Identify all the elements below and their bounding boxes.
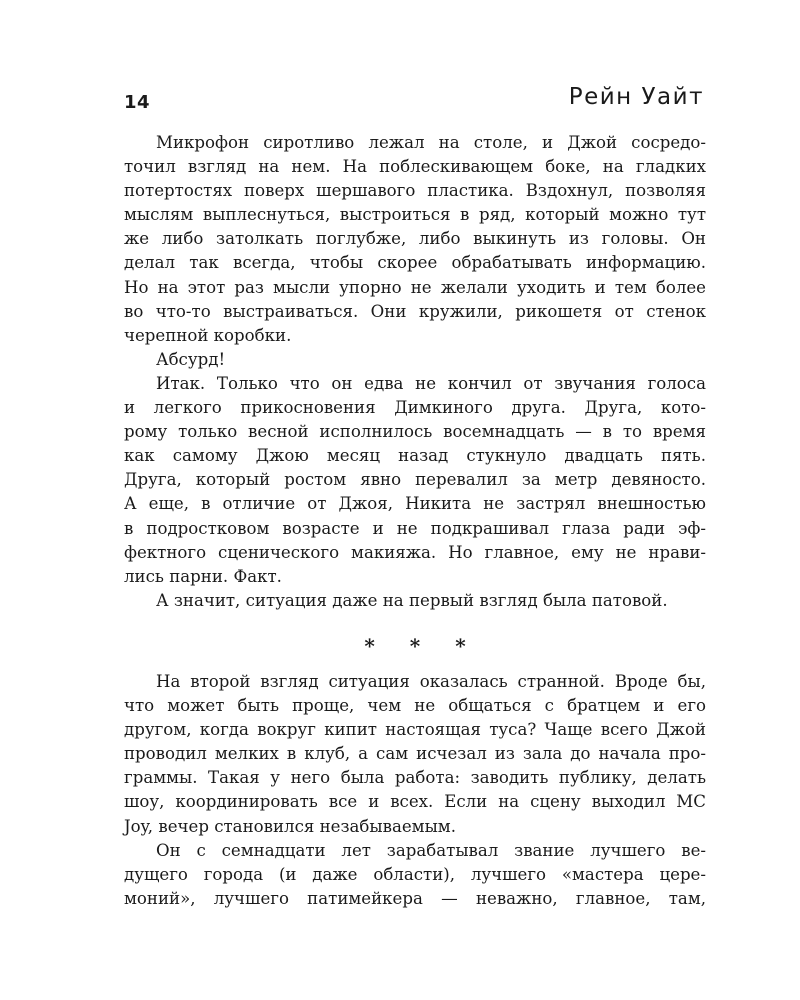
text-line: черепной коробки.: [124, 325, 292, 345]
text-line: делал так всегда, чтобы скорее обрабатывать информацию.: [124, 253, 706, 273]
section-separator: * * *: [364, 634, 480, 658]
text-line: другом, когда вокруг кипит настоящая туса? Чаще всего Джой: [124, 720, 706, 740]
text-line: граммы. Такая у него была работа: заводить публику, делать: [124, 768, 706, 788]
text-line: рому только весной исполнилось восемнадцать — в то время: [124, 422, 706, 442]
text-line: На второй взгляд ситуация оказалась странной. Вроде бы,: [156, 672, 706, 691]
text-line: же либо затолкать поглубже, либо выкинуть из головы. Он: [124, 229, 706, 249]
text-line: как самому Джою месяц назад стукнуло двадцать пять.: [124, 446, 706, 466]
text-line: Абсурд!: [156, 349, 226, 369]
text-line: фектного сценического макияжа. Но главное, ему не нрави-: [124, 542, 706, 562]
text-line: точил взгляд на нем. На поблескивающем боке, на гладких: [124, 157, 706, 177]
text-line: мыслям выплеснуться, выстроиться в ряд, который можно тут: [124, 205, 706, 225]
text-line: в подростковом возрасте и не подкрашивал глаза ради эф-: [124, 518, 706, 538]
text-line: дущего города (и даже области), лучшего «мастера цере-: [124, 864, 706, 884]
author-name: Рейн Уайт: [568, 84, 704, 110]
text-line: Микрофон сиротливо лежал на столе, и Джой сосредо-: [156, 133, 706, 152]
text-line: потертостях поверх шершавого пластика. Вздохнул, позволяя: [124, 181, 706, 201]
text-line: А значит, ситуация даже на первый взгляд была патовой.: [156, 590, 668, 610]
text-line: моний», лучшего патимейкера — неважно, главное, там,: [124, 888, 706, 908]
text-line: во что-то выстраиваться. Они кружили, рикошетя от стенок: [124, 301, 706, 321]
text-line: Итак. Только что он едва не кончил от звучания голоса: [156, 373, 706, 393]
text-line: лись парни. Факт.: [124, 566, 282, 586]
text-line: А еще, в отличие от Джоя, Никита не застрял внешностью: [124, 494, 706, 514]
text-line: Joy, вечер становился незабываемым.: [124, 816, 456, 836]
text-line: Друга, который ростом явно перевалил за метр девяносто.: [124, 470, 706, 490]
text-line: Но на этот раз мысли упорно не желали уходить и тем более: [124, 277, 706, 297]
text-line: проводил мелких в клуб, а сам исчезал из зала до начала про-: [124, 744, 706, 764]
text-line: что может быть проще, чем не общаться с братцем и его: [124, 696, 706, 716]
text-line: Он с семнадцати лет зарабатывал звание лучшего ве-: [156, 840, 706, 860]
text-line: и легкого прикосновения Димкиного друга. Друга, кото-: [124, 398, 706, 418]
text-line: шоу, координировать все и всех. Если на сцену выходил МС: [124, 792, 706, 812]
page-number: 14: [124, 92, 151, 113]
text-section-2: [124, 670, 706, 911]
running-header: [124, 84, 704, 118]
text-section-1: [124, 131, 706, 613]
